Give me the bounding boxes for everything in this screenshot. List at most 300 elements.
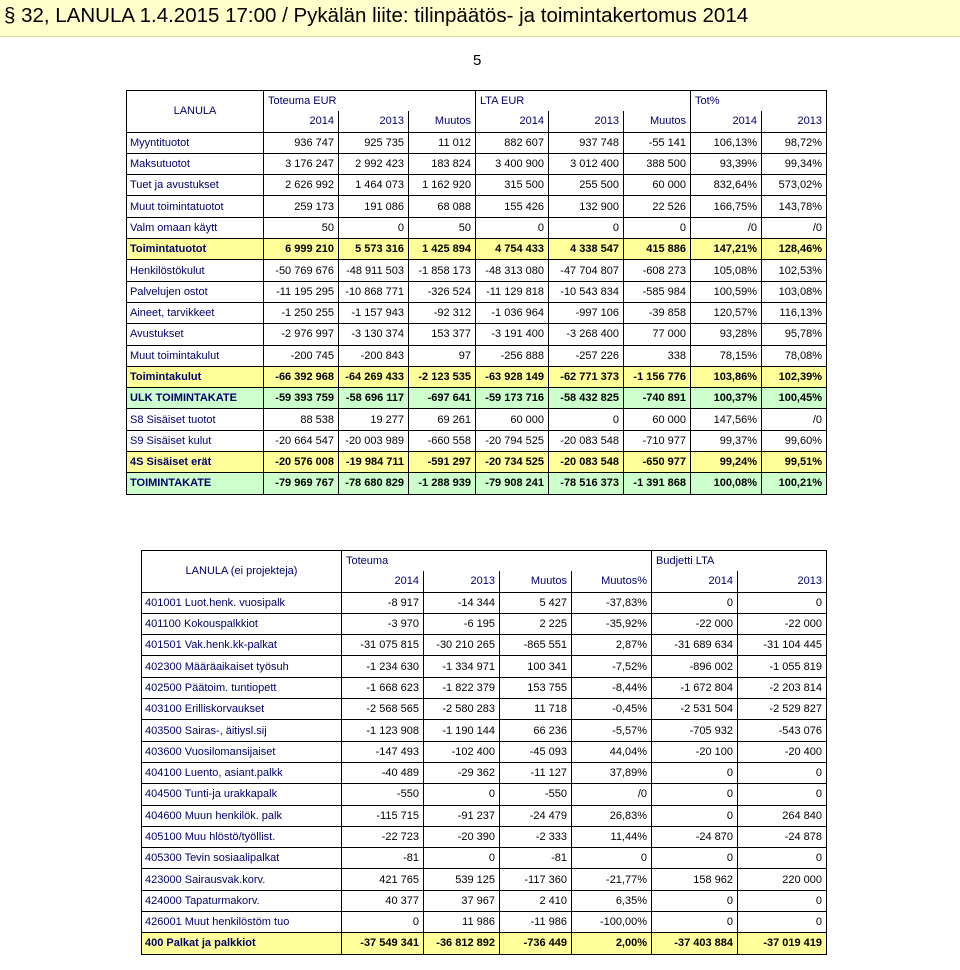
table-cell: -81 [500, 848, 572, 869]
table1-sub-header: 2014 [691, 111, 762, 132]
table1-title: LANULA [127, 91, 264, 133]
table-cell: 77 000 [624, 324, 691, 345]
table-cell: -29 362 [424, 762, 500, 783]
table-cell: -20 734 525 [476, 452, 549, 473]
table-cell: 183 824 [409, 153, 476, 174]
table-cell: 338 [624, 345, 691, 366]
row-label: 401100 Kokouspalkkiot [142, 613, 342, 634]
table-cell: 97 [409, 345, 476, 366]
table-cell: -736 449 [500, 933, 572, 954]
table-row [142, 869, 827, 890]
table-cell: 255 500 [549, 175, 624, 196]
table-cell: -19 984 711 [339, 452, 409, 473]
table-cell: -58 696 117 [339, 388, 409, 409]
table-row [127, 260, 827, 281]
table-cell: 99,24% [691, 452, 762, 473]
table-cell: 6,35% [572, 890, 652, 911]
table-cell: 0 [738, 848, 827, 869]
table-cell: 3 012 400 [549, 153, 624, 174]
table-cell: 103,86% [691, 366, 762, 387]
table1-sub-header: Muutos [624, 111, 691, 132]
table-cell: -11 127 [500, 762, 572, 783]
table-row [142, 762, 827, 783]
row-label: Valm omaan käytt [127, 217, 264, 238]
table-cell: 68 088 [409, 196, 476, 217]
row-label: Aineet, tarvikkeet [127, 302, 264, 323]
table-row [127, 473, 827, 494]
table-cell: 11 718 [500, 699, 572, 720]
table-cell: -1 036 964 [476, 302, 549, 323]
table-row [142, 677, 827, 698]
table-cell: -36 812 892 [424, 933, 500, 954]
table-cell: 60 000 [624, 175, 691, 196]
table-row [142, 933, 827, 954]
row-label: Muut toimintatuotot [127, 196, 264, 217]
table-cell: -997 106 [549, 302, 624, 323]
table-cell: -608 273 [624, 260, 691, 281]
table-cell: 158 962 [652, 869, 738, 890]
table-cell: -81 [342, 848, 424, 869]
table-cell: /0 [691, 217, 762, 238]
row-label: Palvelujen ostot [127, 281, 264, 302]
table-cell: -3 130 374 [339, 324, 409, 345]
row-label: Maksutuotot [127, 153, 264, 174]
table-cell: -1 391 868 [624, 473, 691, 494]
table-row [142, 741, 827, 762]
table-cell: 37,89% [572, 762, 652, 783]
table-cell: 93,28% [691, 324, 762, 345]
row-label: 402500 Päätoim. tuntiopett [142, 677, 342, 698]
table-cell: -11 129 818 [476, 281, 549, 302]
table-cell: -20 003 989 [339, 430, 409, 451]
table-cell: 95,78% [762, 324, 827, 345]
lanula-summary-table [126, 90, 827, 495]
table-cell: 388 500 [624, 153, 691, 174]
table-cell: -1 672 804 [652, 677, 738, 698]
table-cell: -37 019 419 [738, 933, 827, 954]
row-label: 404600 Muun henkilök. palk [142, 805, 342, 826]
table-cell: 100 341 [500, 656, 572, 677]
row-label: Tuet ja avustukset [127, 175, 264, 196]
table-cell: 99,51% [762, 452, 827, 473]
table-cell: -31 075 815 [342, 635, 424, 656]
table-row [127, 388, 827, 409]
table-cell: -3 970 [342, 613, 424, 634]
row-label: 402300 Määräaikaiset työsuh [142, 656, 342, 677]
table-cell: -1 156 776 [624, 366, 691, 387]
table-cell: 4 754 433 [476, 239, 549, 260]
row-label: Avustukset [127, 324, 264, 345]
row-label: Toimintatuotot [127, 239, 264, 260]
table-cell: 0 [572, 848, 652, 869]
table-cell: 19 277 [339, 409, 409, 430]
table-cell: -20 794 525 [476, 430, 549, 451]
table-cell: -115 715 [342, 805, 424, 826]
table-cell: -740 891 [624, 388, 691, 409]
table-row [127, 324, 827, 345]
table-cell: -2 568 565 [342, 699, 424, 720]
table-row [127, 239, 827, 260]
table-row [142, 912, 827, 933]
table-cell: 2 992 423 [339, 153, 409, 174]
table1-group-header: LTA EUR [476, 91, 691, 112]
table-cell: 99,60% [762, 430, 827, 451]
table-cell: 98,72% [762, 132, 827, 153]
row-label: 400 Palkat ja palkkiot [142, 933, 342, 954]
table2-sub-header: Muutos% [572, 571, 652, 592]
table-cell: -591 297 [409, 452, 476, 473]
table-cell: -257 226 [549, 345, 624, 366]
table-row [142, 826, 827, 847]
header-banner [0, 0, 960, 37]
table-row [127, 217, 827, 238]
table-cell: -20 400 [738, 741, 827, 762]
table-cell: -117 360 [500, 869, 572, 890]
table-cell: -24 878 [738, 826, 827, 847]
table-cell: 11 012 [409, 132, 476, 153]
table-cell: 26,83% [572, 805, 652, 826]
table-cell: 147,21% [691, 239, 762, 260]
table-cell: 573,02% [762, 175, 827, 196]
table-cell: -79 908 241 [476, 473, 549, 494]
row-label: 404500 Tunti-ja urakkapalk [142, 784, 342, 805]
table-cell: 1 425 894 [409, 239, 476, 260]
table-cell: 44,04% [572, 741, 652, 762]
table-cell: 100,08% [691, 473, 762, 494]
table-cell: 3 400 900 [476, 153, 549, 174]
table-cell: 60 000 [476, 409, 549, 430]
table-cell: 103,08% [762, 281, 827, 302]
table-cell: -20 083 548 [549, 452, 624, 473]
table-cell: 99,34% [762, 153, 827, 174]
table-cell: -50 769 676 [264, 260, 339, 281]
table-cell: -1 250 255 [264, 302, 339, 323]
table-cell: -705 932 [652, 720, 738, 741]
table-row [142, 592, 827, 613]
table-cell: 106,13% [691, 132, 762, 153]
row-label: Muut toimintakulut [127, 345, 264, 366]
table-cell: 2,00% [572, 933, 652, 954]
row-label: 403100 Erilliskorvaukset [142, 699, 342, 720]
table-cell: -48 911 503 [339, 260, 409, 281]
table-cell: -102 400 [424, 741, 500, 762]
table-cell: 102,39% [762, 366, 827, 387]
table-cell: 5 573 316 [339, 239, 409, 260]
table-cell: -1 190 144 [424, 720, 500, 741]
row-label: 403600 Vuosilomansijaiset [142, 741, 342, 762]
table-cell: 1 162 920 [409, 175, 476, 196]
table-cell: -710 977 [624, 430, 691, 451]
table-row [142, 805, 827, 826]
table-cell: -55 141 [624, 132, 691, 153]
table-cell: 259 173 [264, 196, 339, 217]
table-cell: 0 [652, 592, 738, 613]
table-cell: 0 [738, 912, 827, 933]
table-cell: -20 664 547 [264, 430, 339, 451]
table-cell: -78 680 829 [339, 473, 409, 494]
table-row [142, 720, 827, 741]
table-cell: 220 000 [738, 869, 827, 890]
table-cell: -2 976 997 [264, 324, 339, 345]
table2-sub-header: 2014 [342, 571, 424, 592]
table-row [142, 699, 827, 720]
table-row [127, 409, 827, 430]
table-cell: -21,77% [572, 869, 652, 890]
table-cell: 0 [738, 762, 827, 783]
table-cell: -8 917 [342, 592, 424, 613]
table-cell: -58 432 825 [549, 388, 624, 409]
table-cell: 99,37% [691, 430, 762, 451]
table-cell: 78,08% [762, 345, 827, 366]
table1-sub-header: 2013 [549, 111, 624, 132]
table-cell: 315 500 [476, 175, 549, 196]
table-cell: 0 [424, 784, 500, 805]
table-cell: -14 344 [424, 592, 500, 613]
table-cell: -48 313 080 [476, 260, 549, 281]
table-cell: -1 858 173 [409, 260, 476, 281]
table-cell: 120,57% [691, 302, 762, 323]
table-cell: -100,00% [572, 912, 652, 933]
table1-sub-header: Muutos [409, 111, 476, 132]
table-cell: -22 000 [652, 613, 738, 634]
table-cell: 116,13% [762, 302, 827, 323]
table-cell: 100,21% [762, 473, 827, 494]
table-cell: 0 [549, 409, 624, 430]
table-cell: -24 870 [652, 826, 738, 847]
table-cell: 11 986 [424, 912, 500, 933]
table-cell: 69 261 [409, 409, 476, 430]
row-label: S9 Sisäiset kulut [127, 430, 264, 451]
table-cell: 22 526 [624, 196, 691, 217]
table-cell: -650 977 [624, 452, 691, 473]
table2-sub-header: 2013 [738, 571, 827, 592]
table-cell: 0 [652, 784, 738, 805]
table-cell: -200 843 [339, 345, 409, 366]
row-label: 405300 Tevin sosiaalipalkat [142, 848, 342, 869]
table-cell: 882 607 [476, 132, 549, 153]
table-cell: -31 104 445 [738, 635, 827, 656]
table-cell: 147,56% [691, 409, 762, 430]
table-cell: 832,64% [691, 175, 762, 196]
table-cell: -37,83% [572, 592, 652, 613]
table-row [127, 196, 827, 217]
table-cell: -92 312 [409, 302, 476, 323]
table-cell: 166,75% [691, 196, 762, 217]
table-cell: -37 403 884 [652, 933, 738, 954]
table-cell: 937 748 [549, 132, 624, 153]
table-cell: 78,15% [691, 345, 762, 366]
table-cell: 93,39% [691, 153, 762, 174]
row-label: Toimintakulut [127, 366, 264, 387]
table-cell: -39 858 [624, 302, 691, 323]
table-cell: 0 [424, 848, 500, 869]
table2-title: LANULA (ei projekteja) [142, 551, 342, 593]
table-cell: -37 549 341 [342, 933, 424, 954]
row-label: 404100 Luento, asiant.palkk [142, 762, 342, 783]
table-cell: 88 538 [264, 409, 339, 430]
row-label: 423000 Sairausvak.korv. [142, 869, 342, 890]
table-cell: 50 [409, 217, 476, 238]
table1-group-header: Toteuma EUR [264, 91, 476, 112]
table-cell: 0 [738, 592, 827, 613]
row-label: Myyntituotot [127, 132, 264, 153]
table-cell: 40 377 [342, 890, 424, 911]
table-cell: 128,46% [762, 239, 827, 260]
table-cell: 143,78% [762, 196, 827, 217]
table-cell: 50 [264, 217, 339, 238]
table2-sub-header: 2013 [424, 571, 500, 592]
table-cell: 0 [652, 890, 738, 911]
table-cell: -0,45% [572, 699, 652, 720]
row-label: 426001 Muut henkilöstöm tuo [142, 912, 342, 933]
table-cell: -78 516 373 [549, 473, 624, 494]
table-cell: -697 641 [409, 388, 476, 409]
table-cell: /0 [762, 217, 827, 238]
table-cell: -326 524 [409, 281, 476, 302]
table-row [127, 302, 827, 323]
table-cell: -147 493 [342, 741, 424, 762]
table-row [142, 635, 827, 656]
table1-sub-header: 2013 [339, 111, 409, 132]
table-cell: -66 392 968 [264, 366, 339, 387]
table-cell: -200 745 [264, 345, 339, 366]
table-cell: 0 [652, 912, 738, 933]
table-cell: -1 157 943 [339, 302, 409, 323]
table-cell: -660 558 [409, 430, 476, 451]
table-cell: -79 969 767 [264, 473, 339, 494]
table-cell: 0 [652, 848, 738, 869]
table-cell: 3 176 247 [264, 153, 339, 174]
row-label: 403500 Sairas-, äitiysl.sij [142, 720, 342, 741]
table-row [127, 345, 827, 366]
table-cell: -20 100 [652, 741, 738, 762]
table-cell: -11 986 [500, 912, 572, 933]
table-cell: -3 191 400 [476, 324, 549, 345]
table-cell: 0 [738, 890, 827, 911]
table-cell: 421 765 [342, 869, 424, 890]
table-cell: -31 689 634 [652, 635, 738, 656]
table-cell: -7,52% [572, 656, 652, 677]
table-cell: -8,44% [572, 677, 652, 698]
table-row [127, 430, 827, 451]
table1-sub-header: 2013 [762, 111, 827, 132]
table-cell: 0 [549, 217, 624, 238]
table-cell: 153 377 [409, 324, 476, 345]
table-row [142, 784, 827, 805]
table-cell: 925 735 [339, 132, 409, 153]
table-row [127, 153, 827, 174]
table-row [127, 281, 827, 302]
table-cell: -22 000 [738, 613, 827, 634]
table-cell: -10 868 771 [339, 281, 409, 302]
table-cell: 132 900 [549, 196, 624, 217]
lanula-salary-table [141, 550, 827, 955]
table-cell: 0 [738, 784, 827, 805]
table-cell: -24 479 [500, 805, 572, 826]
table-cell: -1 055 819 [738, 656, 827, 677]
row-label: 401501 Vak.henk.kk-palkat [142, 635, 342, 656]
table1-sub-header: 2014 [476, 111, 549, 132]
table-cell: -20 576 008 [264, 452, 339, 473]
table2-sub-header: 2014 [652, 571, 738, 592]
table-cell: 264 840 [738, 805, 827, 826]
table-cell: -2 333 [500, 826, 572, 847]
table-cell: -550 [342, 784, 424, 805]
table-cell: 102,53% [762, 260, 827, 281]
table-cell: -1 123 908 [342, 720, 424, 741]
table-row [127, 452, 827, 473]
row-label: 401001 Luot.henk. vuosipalk [142, 592, 342, 613]
table-cell: 100,37% [691, 388, 762, 409]
table-cell: 100,45% [762, 388, 827, 409]
table-row [127, 175, 827, 196]
table-cell: -40 489 [342, 762, 424, 783]
table-cell: -20 390 [424, 826, 500, 847]
table-cell: 0 [652, 762, 738, 783]
row-label: 424000 Tapaturmakorv. [142, 890, 342, 911]
table-cell: -2 580 283 [424, 699, 500, 720]
table-cell: -1 668 623 [342, 677, 424, 698]
table-cell: 37 967 [424, 890, 500, 911]
table-row [142, 656, 827, 677]
table-cell: 539 125 [424, 869, 500, 890]
table-cell: -3 268 400 [549, 324, 624, 345]
table-row [142, 848, 827, 869]
table2-group-header: Toteuma [342, 551, 652, 572]
table-cell: 2,87% [572, 635, 652, 656]
table-cell: -64 269 433 [339, 366, 409, 387]
table-cell: -1 334 971 [424, 656, 500, 677]
table-cell: 0 [624, 217, 691, 238]
table-cell: -543 076 [738, 720, 827, 741]
table-cell: 0 [339, 217, 409, 238]
table-cell: -30 210 265 [424, 635, 500, 656]
row-label: 405100 Muu hlöstö/työllist. [142, 826, 342, 847]
row-label: S8 Sisäiset tuotot [127, 409, 264, 430]
table-cell: -35,92% [572, 613, 652, 634]
table-cell: 155 426 [476, 196, 549, 217]
table-cell: 11,44% [572, 826, 652, 847]
row-label: 4S Sisäiset erät [127, 452, 264, 473]
table-cell: 2 225 [500, 613, 572, 634]
table-cell: 2 410 [500, 890, 572, 911]
table-cell: -1 234 630 [342, 656, 424, 677]
table-cell: -2 529 827 [738, 699, 827, 720]
table-cell: 4 338 547 [549, 239, 624, 260]
table-row [127, 132, 827, 153]
table-cell: 936 747 [264, 132, 339, 153]
table-cell: 153 755 [500, 677, 572, 698]
table-cell: -59 173 716 [476, 388, 549, 409]
row-label: Henkilöstökulut [127, 260, 264, 281]
table-cell: 66 236 [500, 720, 572, 741]
table-cell: -585 984 [624, 281, 691, 302]
page-number: 5 [473, 52, 482, 69]
table-cell: -11 195 295 [264, 281, 339, 302]
table-cell: -22 723 [342, 826, 424, 847]
table2-sub-header: Muutos [500, 571, 572, 592]
table-cell: /0 [762, 409, 827, 430]
table-cell: -550 [500, 784, 572, 805]
table-cell: 6 999 210 [264, 239, 339, 260]
table-cell: -45 093 [500, 741, 572, 762]
table-cell: -5,57% [572, 720, 652, 741]
table-row [127, 366, 827, 387]
table-cell: /0 [572, 784, 652, 805]
table-cell: -62 771 373 [549, 366, 624, 387]
table-cell: -20 083 548 [549, 430, 624, 451]
table-cell: -2 123 535 [409, 366, 476, 387]
